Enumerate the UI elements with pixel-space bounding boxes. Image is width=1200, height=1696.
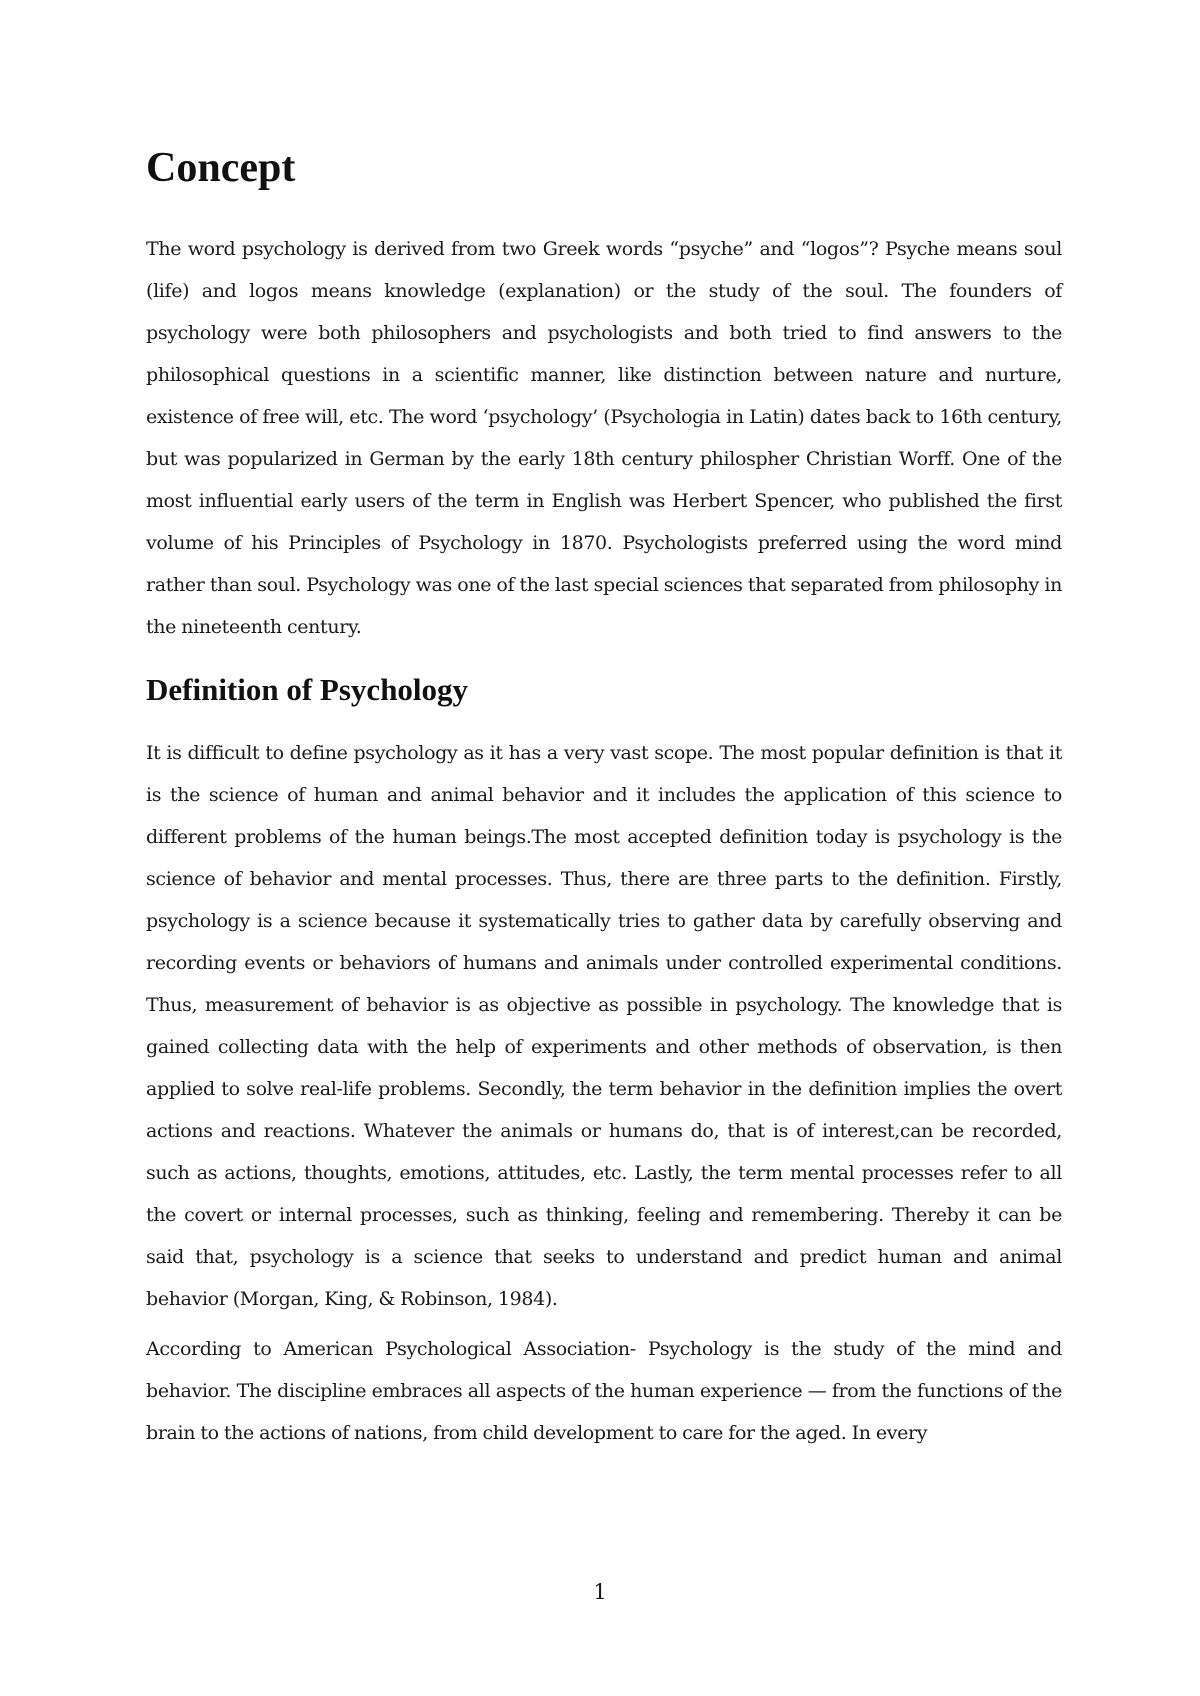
page-title: Concept: [146, 145, 296, 191]
concept-paragraph: The word psychology is derived from two Greek words “psyche” and “logos”? Psyche means soul (life) and logos means knowledge (explanation) or the study of the soul. The founders of psychology were both philosophers and psychologists and both tried to find answers to the philosophical questions in a scientific manner, like distinction between nature and nurture, existence of free will, etc. The word ‘psychology’ (Psychologia in Latin) dates back to 16th century, but was popularized in German by the early 18th century philospher Christian Worff. One of the most influential early users of the term in English was Herbert Spencer, who published the first volume of his Principles of Psychology in 1870. Psychologists preferred using the word mind rather than soul. Psychology was one of the last special sciences that separated from philosophy in the nineteenth century.: [146, 238, 1062, 638]
apa-paragraph: According to American Psychological Association- Psychology is the study of the mind and behavior. The discipline embraces all aspects of the human experience — from the functions of the brain to the actions of nations, from child development to care for the aged. In every: [146, 1338, 1062, 1444]
definition-paragraph: It is difficult to define psychology as it has a very vast scope. The most popular definition is that it is the science of human and animal behavior and it includes the application of this science to different problems of the human beings.The most accepted definition today is psychology is the science of behavior and mental processes. Thus, there are three parts to the definition. Firstly, psychology is a science because it systematically tries to gather data by carefully observing and recording events or behaviors of humans and animals under controlled experimental conditions. Thus, measurement of behavior is as objective as possible in psychology. The knowledge that is gained collecting data with the help of experiments and other methods of observation, is then applied to solve real-life problems. Secondly, the term behavior in the definition implies the overt actions and reactions. Whatever the animals or humans do, that is of interest,can be recorded, such as actions, thoughts, emotions, attitudes, etc. Lastly, the term mental processes refer to all the covert or internal processes, such as thinking, feeling and remembering. Thereby it can be said that, psychology is a science that seeks to understand and predict human and animal behavior (Morgan, King, & Robinson, 1984).: [146, 742, 1062, 1310]
section-heading-definition: Definition of Psychology: [146, 672, 469, 707]
page-number: 1: [593, 1580, 607, 1604]
page-content: [146, 138, 1062, 1462]
